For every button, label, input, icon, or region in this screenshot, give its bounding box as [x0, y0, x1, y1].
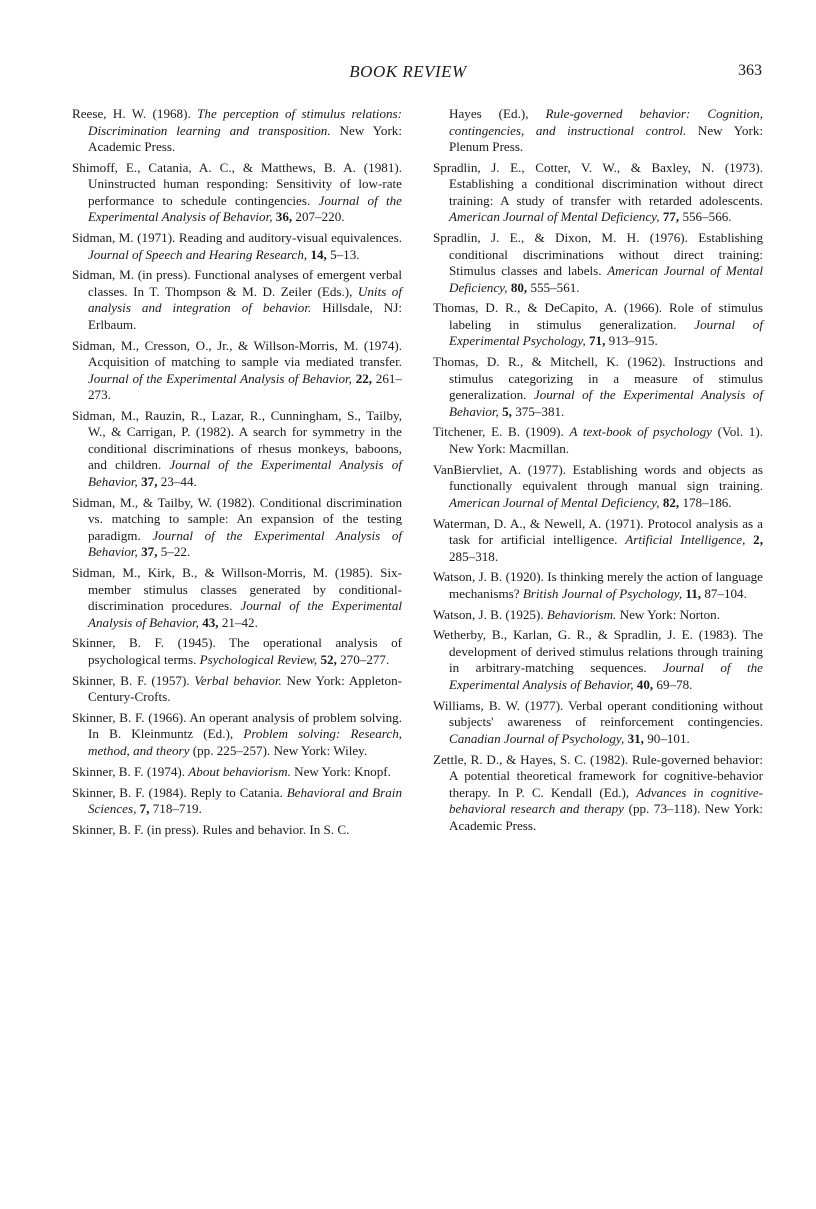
- reference-entry: [72, 764, 402, 781]
- reference-entry: [433, 424, 763, 457]
- ref-text: Sidman, M., Cresson, O., Jr., & Willson-Morris, M. (1974). Acquisition of matching to sample via mediated transfer.: [72, 337, 402, 370]
- ref-text: 375–381.: [511, 403, 565, 419]
- ref-text: 23–44.: [157, 473, 197, 489]
- reference-entry: [433, 354, 763, 420]
- ref-text: (Vol. 1). New York: Macmillan.: [449, 424, 763, 456]
- ref-text: 87–104.: [701, 585, 747, 601]
- ref-text: 555–561.: [527, 279, 580, 295]
- ref-italic-title: Journal of the Experimental Analysis of Behavior,: [88, 598, 402, 630]
- ref-text: Shimoff, E., Catania, A. C., & Matthews, B. A. (1981). Uninstructed human responding: Sensitivity of low-rate performance to schedule contingencies.: [72, 159, 402, 208]
- ref-italic-title: Journal of the Experimental Analysis of Behavior,: [88, 370, 352, 386]
- ref-text: New York: Academic Press.: [88, 122, 402, 154]
- ref-text: Skinner, B. F. (1957).: [72, 672, 195, 688]
- ref-italic-title: Verbal behavior.: [194, 672, 282, 688]
- reference-entry: [72, 710, 402, 760]
- ref-italic-title: Journal of the Experimental Analysis of Behavior,: [88, 527, 403, 560]
- ref-volume: 11,: [685, 585, 702, 601]
- ref-volume: 14,: [310, 246, 327, 262]
- ref-text: 270–277.: [336, 651, 390, 667]
- reference-entry: [72, 822, 402, 839]
- ref-text: Skinner, B. F. (1984). Reply to Catania.: [72, 784, 287, 800]
- ref-italic-title: Journal of the Experimental Analysis of Behavior,: [88, 192, 402, 225]
- ref-volume: 52,: [320, 651, 337, 667]
- ref-text: (pp. 73–118). New York: Academic Press.: [449, 801, 764, 833]
- ref-italic-title: American Journal of Mental Deficiency,: [449, 209, 660, 225]
- reference-entry: [72, 267, 402, 333]
- reference-entry: [433, 569, 763, 602]
- ref-text: 21–42.: [218, 614, 258, 630]
- ref-text: Williams, B. W. (1977). Verbal operant conditioning without subjects' awareness of reinforcement contingencies.: [433, 697, 763, 730]
- ref-text: Skinner, B. F. (in press). Rules and behavior. In S. C.: [72, 821, 350, 837]
- reference-entry: [433, 106, 763, 156]
- ref-italic-title: Journal of the Experimental Analysis of Behavior,: [449, 387, 763, 419]
- ref-italic-title: Behaviorism.: [546, 606, 617, 622]
- reference-entry: [72, 408, 402, 491]
- ref-text: 285–318.: [449, 548, 499, 564]
- ref-text: Watson, J. B. (1925).: [433, 606, 547, 622]
- ref-text: 261–273.: [88, 370, 402, 403]
- reference-entry: [433, 160, 763, 226]
- ref-text: 718–719.: [149, 801, 202, 817]
- ref-italic-title: Artificial Intelligence,: [625, 532, 746, 548]
- ref-volume: 2,: [753, 532, 763, 548]
- ref-italic-title: Problem solving: Research, method, and theory: [88, 726, 403, 758]
- ref-volume: 71,: [589, 333, 606, 349]
- ref-text: Zettle, R. D., & Hayes, S. C. (1982). Rule-governed behavior: A potential theoretical framework for cognitive-behavior therapy. In P. C. Kendall (Ed.),: [433, 751, 763, 800]
- reference-entry: [433, 607, 763, 624]
- reference-entry: [433, 752, 763, 835]
- reference-entry: [433, 462, 763, 512]
- reference-entry: [72, 495, 402, 561]
- ref-italic-title: About behaviorism.: [188, 763, 291, 779]
- ref-italic-title: Journal of Speech and Hearing Research,: [88, 246, 308, 262]
- ref-italic-title: A text-book of psychology: [569, 424, 712, 440]
- ref-text: 5–13.: [326, 246, 360, 262]
- ref-italic-title: American Journal of Mental Deficiency,: [449, 494, 660, 510]
- ref-volume: 22,: [355, 370, 373, 386]
- ref-italic-title: Advances in cognitive-behavioral research and therapy: [449, 784, 763, 817]
- ref-text: Hayes (Ed.),: [449, 106, 546, 121]
- ref-text: 90–101.: [643, 730, 690, 746]
- ref-text: Sidman, M., Kirk, B., & Willson-Morris, M. (1985). Six-member stimulus classes generated by conditional-discrimination procedures.: [72, 565, 402, 614]
- ref-volume: 40,: [636, 676, 654, 692]
- ref-text: [745, 532, 753, 547]
- reference-entry: [433, 698, 763, 748]
- ref-text: Wetherby, B., Karlan, G. R., & Spradlin, J. E. (1983). The development of derived stimulus relations through training in arbitrary-matching sequences.: [433, 627, 763, 676]
- ref-volume: 5,: [502, 403, 512, 419]
- ref-volume: 7,: [139, 801, 150, 817]
- ref-text: Waterman, D. A., & Newell, A. (1971). Protocol analysis as a task for artificial intelligence.: [433, 515, 763, 548]
- ref-volume: 82,: [662, 494, 680, 510]
- ref-text: Skinner, B. F. (1974).: [72, 763, 189, 779]
- reference-entry: [72, 635, 402, 668]
- ref-text: New York: Knopf.: [290, 763, 391, 779]
- ref-text: Sidman, M. (in press). Functional analyses of emergent verbal classes. In T. Thompson & M. D. Zeiler (Eds.),: [72, 267, 402, 299]
- reference-entry: [72, 565, 402, 631]
- reference-entry: [72, 230, 402, 263]
- reference-entry: [72, 673, 402, 706]
- ref-volume: 37,: [141, 473, 158, 489]
- ref-volume: 77,: [662, 209, 680, 225]
- reference-entry: [72, 338, 402, 404]
- ref-text: Hillsdale, NJ: Erlbaum.: [88, 300, 402, 332]
- ref-text: 178–186.: [679, 494, 732, 510]
- ref-text: VanBiervliet, A. (1977). Establishing words and objects as functionally equivalent through manual sign training.: [433, 461, 763, 494]
- ref-italic-title: Canadian Journal of Psychology,: [449, 730, 625, 746]
- ref-text: New York: Appleton-Century-Crofts.: [88, 672, 402, 705]
- ref-volume: 80,: [510, 279, 528, 295]
- reference-column-left: [72, 106, 402, 843]
- reference-entry: [72, 160, 402, 226]
- ref-text: 207–220.: [292, 209, 345, 225]
- ref-text: Watson, J. B. (1920). Is thinking merely the action of language mechanisms?: [433, 569, 763, 601]
- reference-entry: [433, 230, 763, 296]
- ref-text: Reese, H. W. (1968).: [72, 106, 198, 121]
- ref-text: Sidman, M., Rauzin, R., Lazar, R., Cunningham, S., Tailby, W., & Carrigan, P. (1982). A search for symmetry in the conditional discriminations of rhesus monkeys, baboons, and children.: [72, 407, 402, 473]
- ref-italic-title: American Journal of Mental Deficiency,: [449, 263, 763, 295]
- reference-entry: [72, 106, 402, 156]
- ref-text: (pp. 225–257). New York: Wiley.: [189, 742, 368, 758]
- ref-italic-title: The perception of stimulus relations: Discrimination learning and transposition.: [88, 106, 402, 138]
- ref-volume: 36,: [275, 209, 293, 225]
- reference-entry: [433, 627, 763, 693]
- ref-text: Sidman, M., & Tailby, W. (1982). Conditional discrimination vs. matching to sample: An expansion of the testing paradigm.: [72, 494, 402, 543]
- ref-text: Spradlin, J. E., & Dixon, M. H. (1976). Establishing conditional discriminations without direct training: Stimulus classes and labels.: [433, 230, 763, 279]
- ref-italic-title: Units of analysis and integration of behavior.: [88, 283, 402, 316]
- running-title: BOOK REVIEW: [349, 62, 467, 81]
- ref-text: New York: Plenum Press.: [449, 122, 763, 154]
- ref-text: Titchener, E. B. (1909).: [433, 424, 570, 440]
- ref-volume: 31,: [627, 730, 644, 746]
- ref-text: Skinner, B. F. (1966). An operant analysis of problem solving. In B. Kleinmuntz (Ed.),: [72, 709, 402, 742]
- reference-entry: [433, 516, 763, 566]
- ref-volume: 43,: [202, 614, 219, 630]
- ref-italic-title: British Journal of Psychology,: [522, 585, 683, 601]
- ref-italic-title: Psychological Review,: [199, 651, 318, 667]
- ref-text: Sidman, M. (1971). Reading and auditory-visual equivalences.: [72, 230, 402, 246]
- ref-text: 556–566.: [679, 209, 732, 225]
- ref-italic-title: Journal of Experimental Psychology,: [449, 316, 763, 349]
- page-number: 363: [738, 62, 762, 79]
- ref-text: 69–78.: [653, 676, 693, 692]
- ref-italic-title: Journal of the Experimental Analysis of Behavior,: [449, 660, 763, 692]
- reference-entry: [433, 300, 763, 350]
- ref-text: Thomas, D. R., & Mitchell, K. (1962). Instructions and stimulus categorizing in a measure of stimulus generalization.: [433, 354, 763, 403]
- ref-text: 913–915.: [605, 333, 658, 349]
- ref-italic-title: Behavioral and Brain Sciences,: [88, 784, 402, 817]
- ref-text: Spradlin, J. E., Cotter, V. W., & Baxley, N. (1973). Establishing a conditional discrimination without direct training: A study of transfer with retarded adolescents.: [433, 159, 763, 208]
- ref-italic-title: Rule-governed behavior: Cognition, contingencies, and instructional control.: [449, 106, 763, 138]
- ref-text: New York: Norton.: [616, 606, 721, 622]
- ref-text: 5–22.: [157, 544, 191, 560]
- ref-volume: 37,: [141, 544, 158, 560]
- page-header: [0, 62, 816, 84]
- ref-text: Skinner, B. F. (1945). The operational analysis of psychological terms.: [72, 635, 402, 667]
- reference-column-right: [433, 106, 763, 838]
- ref-italic-title: Journal of the Experimental Analysis of Behavior,: [88, 457, 402, 489]
- ref-text: Thomas, D. R., & DeCapito, A. (1966). Role of stimulus labeling in stimulus generalization.: [433, 300, 763, 332]
- reference-entry: [72, 785, 402, 818]
